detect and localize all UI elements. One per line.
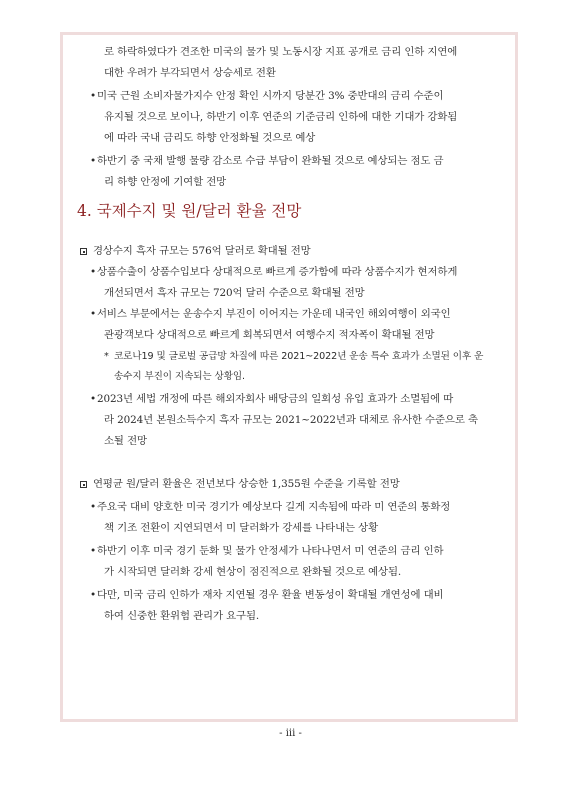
bullet-line: 2023년 세법 개정에 따른 해외자회사 배당금의 일회성 유입 효과가 소멸됨에 따 xyxy=(97,393,454,405)
bullet-line: 개선되면서 흑자 규모는 720억 달러 수준으로 확대될 전망 xyxy=(104,287,365,299)
bullet-marker: • xyxy=(90,90,97,102)
section-title: 4. 국제수지 및 원/달러 환율 전망 xyxy=(77,202,302,220)
bullet-line: 서비스 부문에서는 운송수지 부진이 이어지는 가운데 내국인 해외여행이 외국인 xyxy=(97,308,451,320)
bullet-line: 가 시작되면 달러화 강세 현상이 점진적으로 완화될 것으로 예상됨. xyxy=(104,566,402,578)
continuation-line: 대한 우려가 부각되면서 상승세로 전환 xyxy=(104,67,276,79)
bullet-line: 라 2024년 본원소득수지 흑자 규모는 2021~2022년과 대체로 유사한 수준으로 축 xyxy=(104,414,478,426)
note-marker: * xyxy=(104,351,109,362)
bullet-line: 소될 전망 xyxy=(104,435,147,447)
note-line: 송수지 부진이 지속되는 상황임. xyxy=(114,371,245,382)
bullet-marker: • xyxy=(90,545,97,557)
bullet-marker: • xyxy=(90,501,97,513)
page-number: - iii - xyxy=(279,728,302,739)
bullet-marker: • xyxy=(90,589,97,601)
bullet-line: 에 따라 국내 금리도 하향 안정화될 것으로 예상 xyxy=(104,132,316,144)
continuation-line: 로 하락하였다가 견조한 미국의 물가 및 노동시장 지표 공개로 금리 인하 지연에 xyxy=(104,46,458,58)
bullet-marker: • xyxy=(90,393,97,405)
bullet-line: 하반기 이후 미국 경기 둔화 및 물가 안정세가 나타나면서 미 연준의 금리 인하 xyxy=(97,545,444,557)
bullet-marker: • xyxy=(90,155,97,167)
bullet-line: 리 하향 안정에 기여할 전망 xyxy=(104,176,227,188)
square-bullet-icon xyxy=(80,481,87,488)
bullet-line: 책 기조 전환이 지연되면서 미 달러화가 강세를 나타내는 상황 xyxy=(104,522,379,534)
bullet-line: 다만, 미국 금리 인하가 재차 지연될 경우 환율 변동성이 확대될 개연성에 대비 xyxy=(97,589,444,601)
bullet-line: 주요국 대비 양호한 미국 경기가 예상보다 길게 지속됨에 따라 미 연준의 통화정 xyxy=(97,501,451,513)
block-heading: 경상수지 흑자 규모는 576억 달러로 확대될 전망 xyxy=(93,245,311,257)
bullet-marker: • xyxy=(90,308,97,320)
bullet-line: 미국 근원 소비자물가지수 안정 확인 시까지 당분간 3% 중반대의 금리 수준이 xyxy=(97,90,444,102)
bullet-marker: • xyxy=(90,266,97,278)
note-line: 코로나19 및 글로벌 공급망 차질에 따른 2021~2022년 운송 특수 효과가 소멸된 이후 운 xyxy=(114,351,484,362)
bullet-line: 관광객보다 상대적으로 빠르게 회복되면서 여행수지 적자폭이 확대될 전망 xyxy=(104,329,435,341)
square-bullet-icon xyxy=(80,248,87,255)
bullet-line: 하여 신중한 환위험 관리가 요구됨. xyxy=(104,610,260,622)
block-heading: 연평균 원/달러 환율은 전년보다 상승한 1,355원 수준을 기록할 전망 xyxy=(93,478,400,490)
bullet-line: 하반기 중 국채 발행 물량 감소로 수급 부담이 완화될 것으로 예상되는 점도 금 xyxy=(97,155,444,167)
bullet-line: 상품수출이 상품수입보다 상대적으로 빠르게 증가함에 따라 상품수지가 현저하게 xyxy=(97,266,458,278)
bullet-line: 유지될 것으로 보이나, 하반기 이후 연준의 기준금리 인하에 대한 기대가 강화됨 xyxy=(104,111,458,123)
